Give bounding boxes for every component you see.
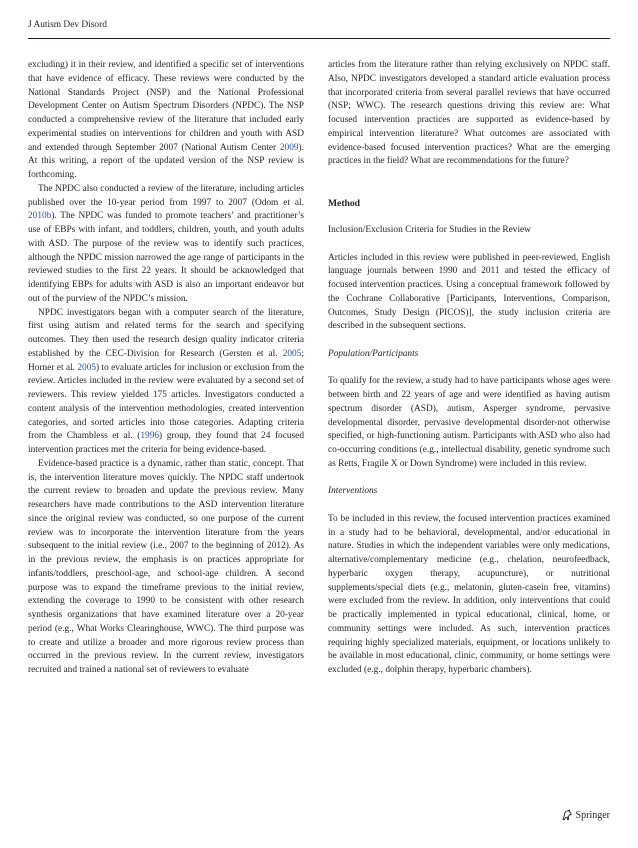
paragraph-npdc-investigators: NPDC investigators began with a computer search of the literature, first using autism and related terms for the search and specifying outcomes. They then used the research design quality indicator criteria established by the CEC-Division for Research (Gersten et al. 2005; Horner et al. 2005) to evaluate articles for inclusion or exclusion from the review. Articles included in the review were evaluated by a second set of reviewers. This review yielded 175 articles. Investigators conducted a content analysis of the intervention methodologies, created intervention categories, and sorted articles into those categories. Adapting criteria from the Chambless et al. (1996) group, they found that 24 focused intervention practices met the criteria for being evidence-based. bbox=[28, 307, 304, 455]
population-heading: Population/Participants bbox=[328, 348, 419, 359]
paragraph-interventions: To be included in this review, the focused intervention practices examined in a study had to be behavioral, developmental, and/or educational in nature. Studies in which the independent variables were only medications, alternative/complementary medicine (e.g., chelation, neurofeedback, hyperbaric oxygen therapy, acupuncture), or nutritional supplements/special diets (e.g., melatonin, gluten-casein free, vitamins) were excluded from the review. In addition, only interventions that could be practically implemented in typical educational, clinical, home, or community settings were included. As such, intervention practices requiring highly specialized materials, equipment, or locations unlikely to be available in most educational, clinic, community, or home settings were excluded (e.g., dolphin therapy, hyperbaric chambers). bbox=[328, 513, 610, 675]
paragraph-research-questions: articles from the literature rather than relying exclusively on NPDC staff. Also, NPDC investigators developed a standard article evaluation process that incorporated criteria from several parallel reviews that have occurred (NSP; WWC). The research questions driving this review are: What focused intervention practices are supported as evidence-based by empirical intervention literature? What outcomes are associated with evidence-based focused intervention practices? What are the emerging practices in the field? What are recommendations for the future? bbox=[328, 60, 610, 167]
paragraph-population: To qualify for the review, a study had to have participants whose ages were between birth and 22 years of age and were identified as having autism spectrum disorder (ASD), autism, Asperger syndrome, pervasive developmental disorder, pervasive developmental disorder-not otherwise specified, or high-functioning autism. Participants with ASD who also had co-occurring conditions (e.g., intellectual disability, genetic syndrome such as Retts, Fragile X or Down Syndrome) were included in this review. bbox=[328, 376, 610, 469]
springer-horse-icon bbox=[561, 809, 573, 821]
right-column bbox=[328, 59, 610, 678]
header-rule bbox=[28, 38, 610, 39]
interventions-heading: Interventions bbox=[328, 486, 378, 497]
citation-link[interactable]: 2005 bbox=[77, 362, 97, 373]
paragraph-evidence-based-practice: Evidence-based practice is a dynamic, rather than static, concept. That is, the intervention literature moves quickly. The NPDC staff undertook the current review to broaden and update the previous review. Many researchers have made contributions to the ASD intervention literature since the original review was conducted, so one purpose of the current review was to incorporate the intervention literature from the years subsequent to the initial review (i.e., 2007 to the beginning of 2012). As in the previous review, the emphasis is on practices appropriate for infants/toddlers, preschool-age, and school-age children. A second purpose was to expand the timeframe previous to the initial review, extending the coverage to 1990 to be consistent with other research synthesis organizations that have examined literature over a 20-year period (e.g., What Works Clearinghouse, WWC). The third purpose was to create and utilize a broader and more rigorous review process than occurred in the previous review. In the current review, investigators recruited and trained a national set of reviewers to evaluate bbox=[28, 458, 304, 675]
citation-link[interactable]: 1996 bbox=[140, 431, 160, 442]
left-column bbox=[28, 59, 304, 678]
paragraph-inclusion-criteria: Articles included in this review were published in peer-reviewed, English language journals between 1990 and 2011 and tested the efficacy of focused intervention practices. Using a conceptual framework followed by the Cochrane Collaborative [Participants, Interventions, Comparison, Outcomes, Study Design (PICOS)], the study inclusion criteria are described in the subsequent sections. bbox=[328, 252, 610, 332]
method-heading: Method bbox=[328, 197, 360, 209]
publisher-footer bbox=[561, 809, 610, 821]
paragraph-npdc-review: The NPDC also conducted a review of the literature, including articles published over the 10-year period from 1997 to 2007 (Odom et al. 2010b). The NPDC was funded to promote teachers’ and practitioner’s use of EBPs with infant, and toddlers, children, youth, and youth adults with ASD. The purpose of the review was to identify such practices, although the NPDC mission narrowed the age range of participants in the reviewed studies to the first 22 years. It should be acknowledged that identifying EBPs for adults with ASD is also an important endeavor but out of the purview of the NPDC’s mission. bbox=[28, 183, 304, 304]
inclusion-criteria-heading: Inclusion/Exclusion Criteria for Studies in the Review bbox=[328, 225, 531, 235]
citation-link[interactable]: 2010b bbox=[28, 211, 52, 222]
citation-link[interactable]: 2009 bbox=[279, 142, 299, 153]
springer-label: Springer bbox=[575, 809, 610, 821]
citation-link[interactable]: 2005 bbox=[282, 348, 302, 359]
running-header: J Autism Dev Disord bbox=[28, 20, 107, 30]
paragraph-nsp-npdc: excluding) it in their review, and identified a specific set of interventions that have evidence of efficacy. These reviews were conducted by the National Standards Project (NSP) and the National Professional Development Center on Autism Spectrum Disorders (NPDC). The NSP conducted a comprehensive review of the literature that included early experimental studies on interventions for children and youth with ASD and extended through September 2007 (National Autism Center 2009). At this writing, a report of the updated version of the NSP review is forthcoming. bbox=[28, 60, 304, 180]
